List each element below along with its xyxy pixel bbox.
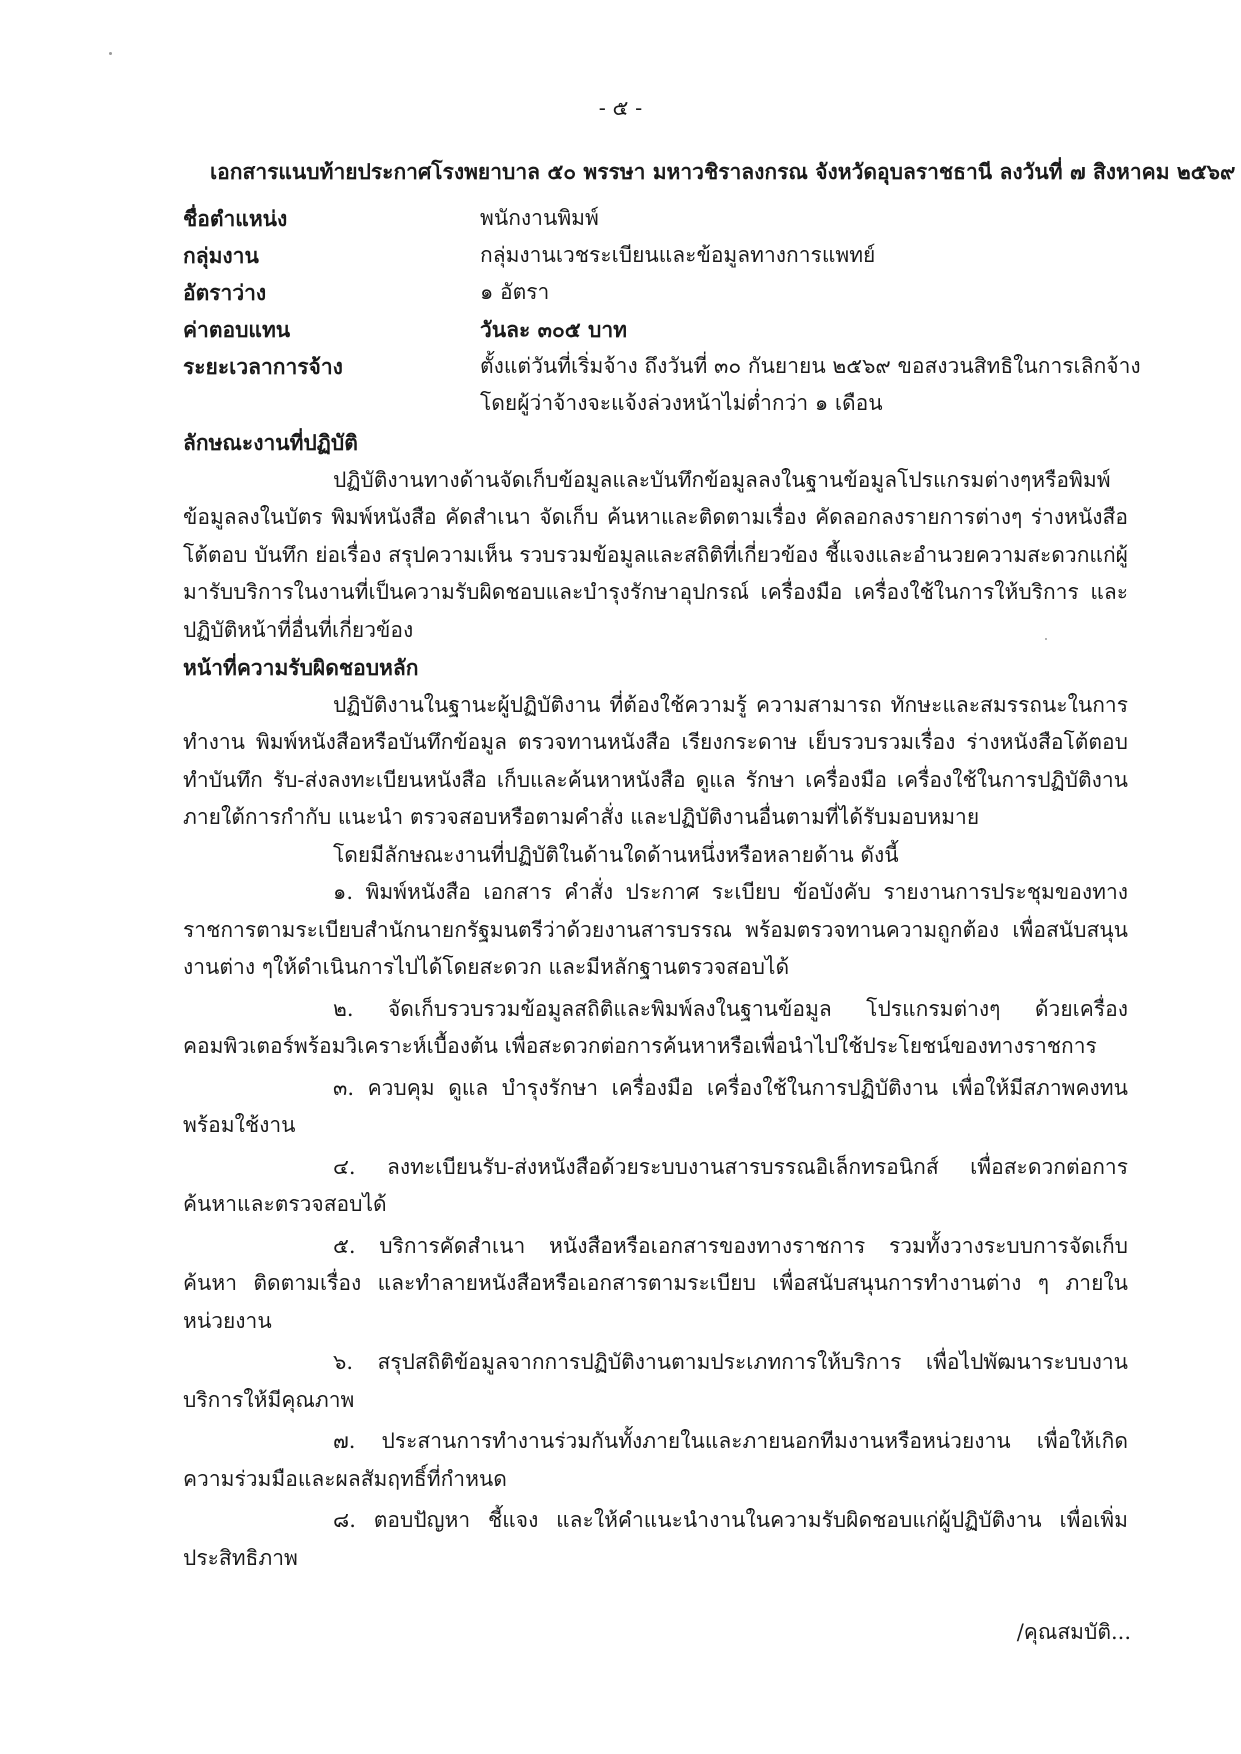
document-header: เอกสารแนบท้ายประกาศโรงพยาบาล ๕๐ พรรษา มหาวชิราลงกรณ จังหวัดอุบลราชธานี ลงวันที่ ๗ สิงหาคม ๒๕๖๙ — [210, 159, 1236, 184]
info-value: พนักงานพิมพ์ — [480, 206, 599, 230]
info-row-group — [183, 237, 1143, 274]
main-content — [183, 424, 1128, 1581]
info-row-period — [183, 348, 1143, 422]
areas-intro: โดยมีลักษณะงานที่ปฏิบัติในด้านใดด้านหนึ่งหรือหลายด้าน ดังนี้ — [333, 842, 899, 867]
list-item: ๘. ตอบปัญหา ชี้แจง และให้คำแนะนำงานในความรับผิดชอบแก่ผู้ปฏิบัติงาน เพื่อเพิ่มประสิทธิภาพ — [183, 1508, 1128, 1570]
page-number: - ๕ - — [598, 96, 643, 120]
info-label: อัตราว่าง — [183, 280, 267, 305]
scan-speck — [109, 52, 112, 55]
position-info-table — [183, 200, 1143, 422]
info-row-vacancy — [183, 274, 1143, 311]
info-label: ค่าตอบแทน — [183, 317, 291, 342]
list-item: ๖. สรุปสถิติข้อมูลจากการปฏิบัติงานตามประเภทการให้บริการ เพื่อไปพัฒนาระบบงานบริการให้มีคุณภาพ — [183, 1350, 1128, 1412]
info-row-pay — [183, 311, 1143, 348]
info-label: ระยะเวลาการจ้าง — [183, 354, 343, 379]
list-item: ๑. พิมพ์หนังสือ เอกสาร คำสั่ง ประกาศ ระเบียบ ข้อบังคับ รายงานการประชุมของทางราชการตามระเบียบสำนักนายกรัฐมนตรีว่าด้วยงานสารบรรณ พร้อมตรวจทานความถูกต้อง เพื่อสนับสนุนงานต่าง ๆให้ดำเนินการไปได้โดยสะดวก และมีหลักฐานตรวจสอบได้ — [183, 880, 1128, 979]
info-row-position — [183, 200, 1143, 237]
info-value: กลุ่มงานเวชระเบียนและข้อมูลทางการแพทย์ — [480, 243, 876, 267]
info-value: ๑ อัตรา — [480, 280, 550, 304]
list-item: ๓. ควบคุม ดูแล บำรุงรักษา เครื่องมือ เครื่องใช้ในการปฏิบัติงาน เพื่อให้มีสภาพคงทนพร้อมใช้งาน — [183, 1075, 1128, 1137]
continuation-note: /คุณสมบัติ... — [1016, 1620, 1131, 1644]
responsibilities-heading: หน้าที่ความรับผิดชอบหลัก — [183, 655, 419, 680]
list-item: ๗. ประสานการทำงานร่วมกันทั้งภายในและภายนอกทีมงานหรือหน่วยงาน เพื่อให้เกิดความร่วมมือและผลสัมฤทธิ์ที่กำหนด — [183, 1429, 1128, 1491]
list-item: ๕. บริการคัดสำเนา หนังสือหรือเอกสารของทางราชการ รวมทั้งวางระบบการจัดเก็บ ค้นหา ติดตามเรื่อง และทำลายหนังสือหรือเอกสารตามระเบียบ เพื่อสนับสนุนการทำงานต่าง ๆ ภายในหน่วยงาน — [183, 1233, 1128, 1333]
duties-heading: ลักษณะงานที่ปฏิบัติ — [183, 430, 358, 455]
info-value: ตั้งแต่วันที่เริ่มจ้าง ถึงวันที่ ๓๐ กันยายน ๒๕๖๙ ขอสงวนสิทธิในการเลิกจ้าง โดยผู้ว่าจ้างจะแจ้งล่วงหน้าไม่ต่ำกว่า ๑ เดือน — [480, 354, 1141, 415]
list-item: ๒. จัดเก็บรวบรวมข้อมูลสถิติและพิมพ์ลงในฐานข้อมูล โปรแกรมต่างๆ ด้วยเครื่องคอมพิวเตอร์พร้อมวิเคราะห์เบื้องต้น เพื่อสะดวกต่อการค้นหาหรือเพื่อนำไปใช้ประโยชน์ของทางราชการ — [183, 996, 1128, 1058]
info-label: ชื่อตำแหน่ง — [183, 206, 288, 231]
info-label: กลุ่มงาน — [183, 243, 259, 268]
responsibilities-paragraph: ปฏิบัติงานในฐานะผู้ปฏิบัติงาน ที่ต้องใช้ความรู้ ความสามารถ ทักษะและสมรรถนะในการทำงาน พิมพ์หนังสือหรือบันทึกข้อมูล ตรวจทานหนังสือ เรียงกระดาษ เย็บรวบรวมเรื่อง ร่างหนังสือโต้ตอบทำบันทึก รับ-ส่งลงทะเบียนหนังสือ เก็บและค้นหาหนังสือ ดูแล รักษา เครื่องมือ เครื่องใช้ในการปฏิบัติงาน ภายใต้การกำกับ แนะนำ ตรวจสอบหรือตามคำสั่ง และปฏิบัติงานอื่นตามที่ได้รับมอบหมาย — [183, 692, 1128, 829]
info-value: วันละ ๓๐๕ บาท — [480, 317, 627, 342]
duties-paragraph: ปฏิบัติงานทางด้านจัดเก็บข้อมูลและบันทึกข้อมูลลงในฐานข้อมูลโปรแกรมต่างๆหรือพิมพ์ข้อมูลลงในบัตร พิมพ์หนังสือ คัดสำเนา จัดเก็บ ค้นหาและติดตามเรื่อง คัดลอกลงรายการต่างๆ ร่างหนังสือโต้ตอบ บันทึก ย่อเรื่อง สรุปความเห็น รวบรวมข้อมูลและสถิติที่เกี่ยวข้อง ชี้แจงและอำนวยความสะดวกแก่ผู้มารับบริการในงานที่เป็นความรับผิดชอบและบำรุงรักษาอุปกรณ์ เครื่องมือ เครื่องใช้ในการให้บริการ และปฏิบัติหน้าที่อื่นที่เกี่ยวข้อง — [183, 467, 1128, 642]
list-item: ๔. ลงทะเบียนรับ-ส่งหนังสือด้วยระบบงานสารบรรณอิเล็กทรอนิกส์ เพื่อสะดวกต่อการค้นหาและตรวจสอบได้ — [183, 1154, 1128, 1216]
